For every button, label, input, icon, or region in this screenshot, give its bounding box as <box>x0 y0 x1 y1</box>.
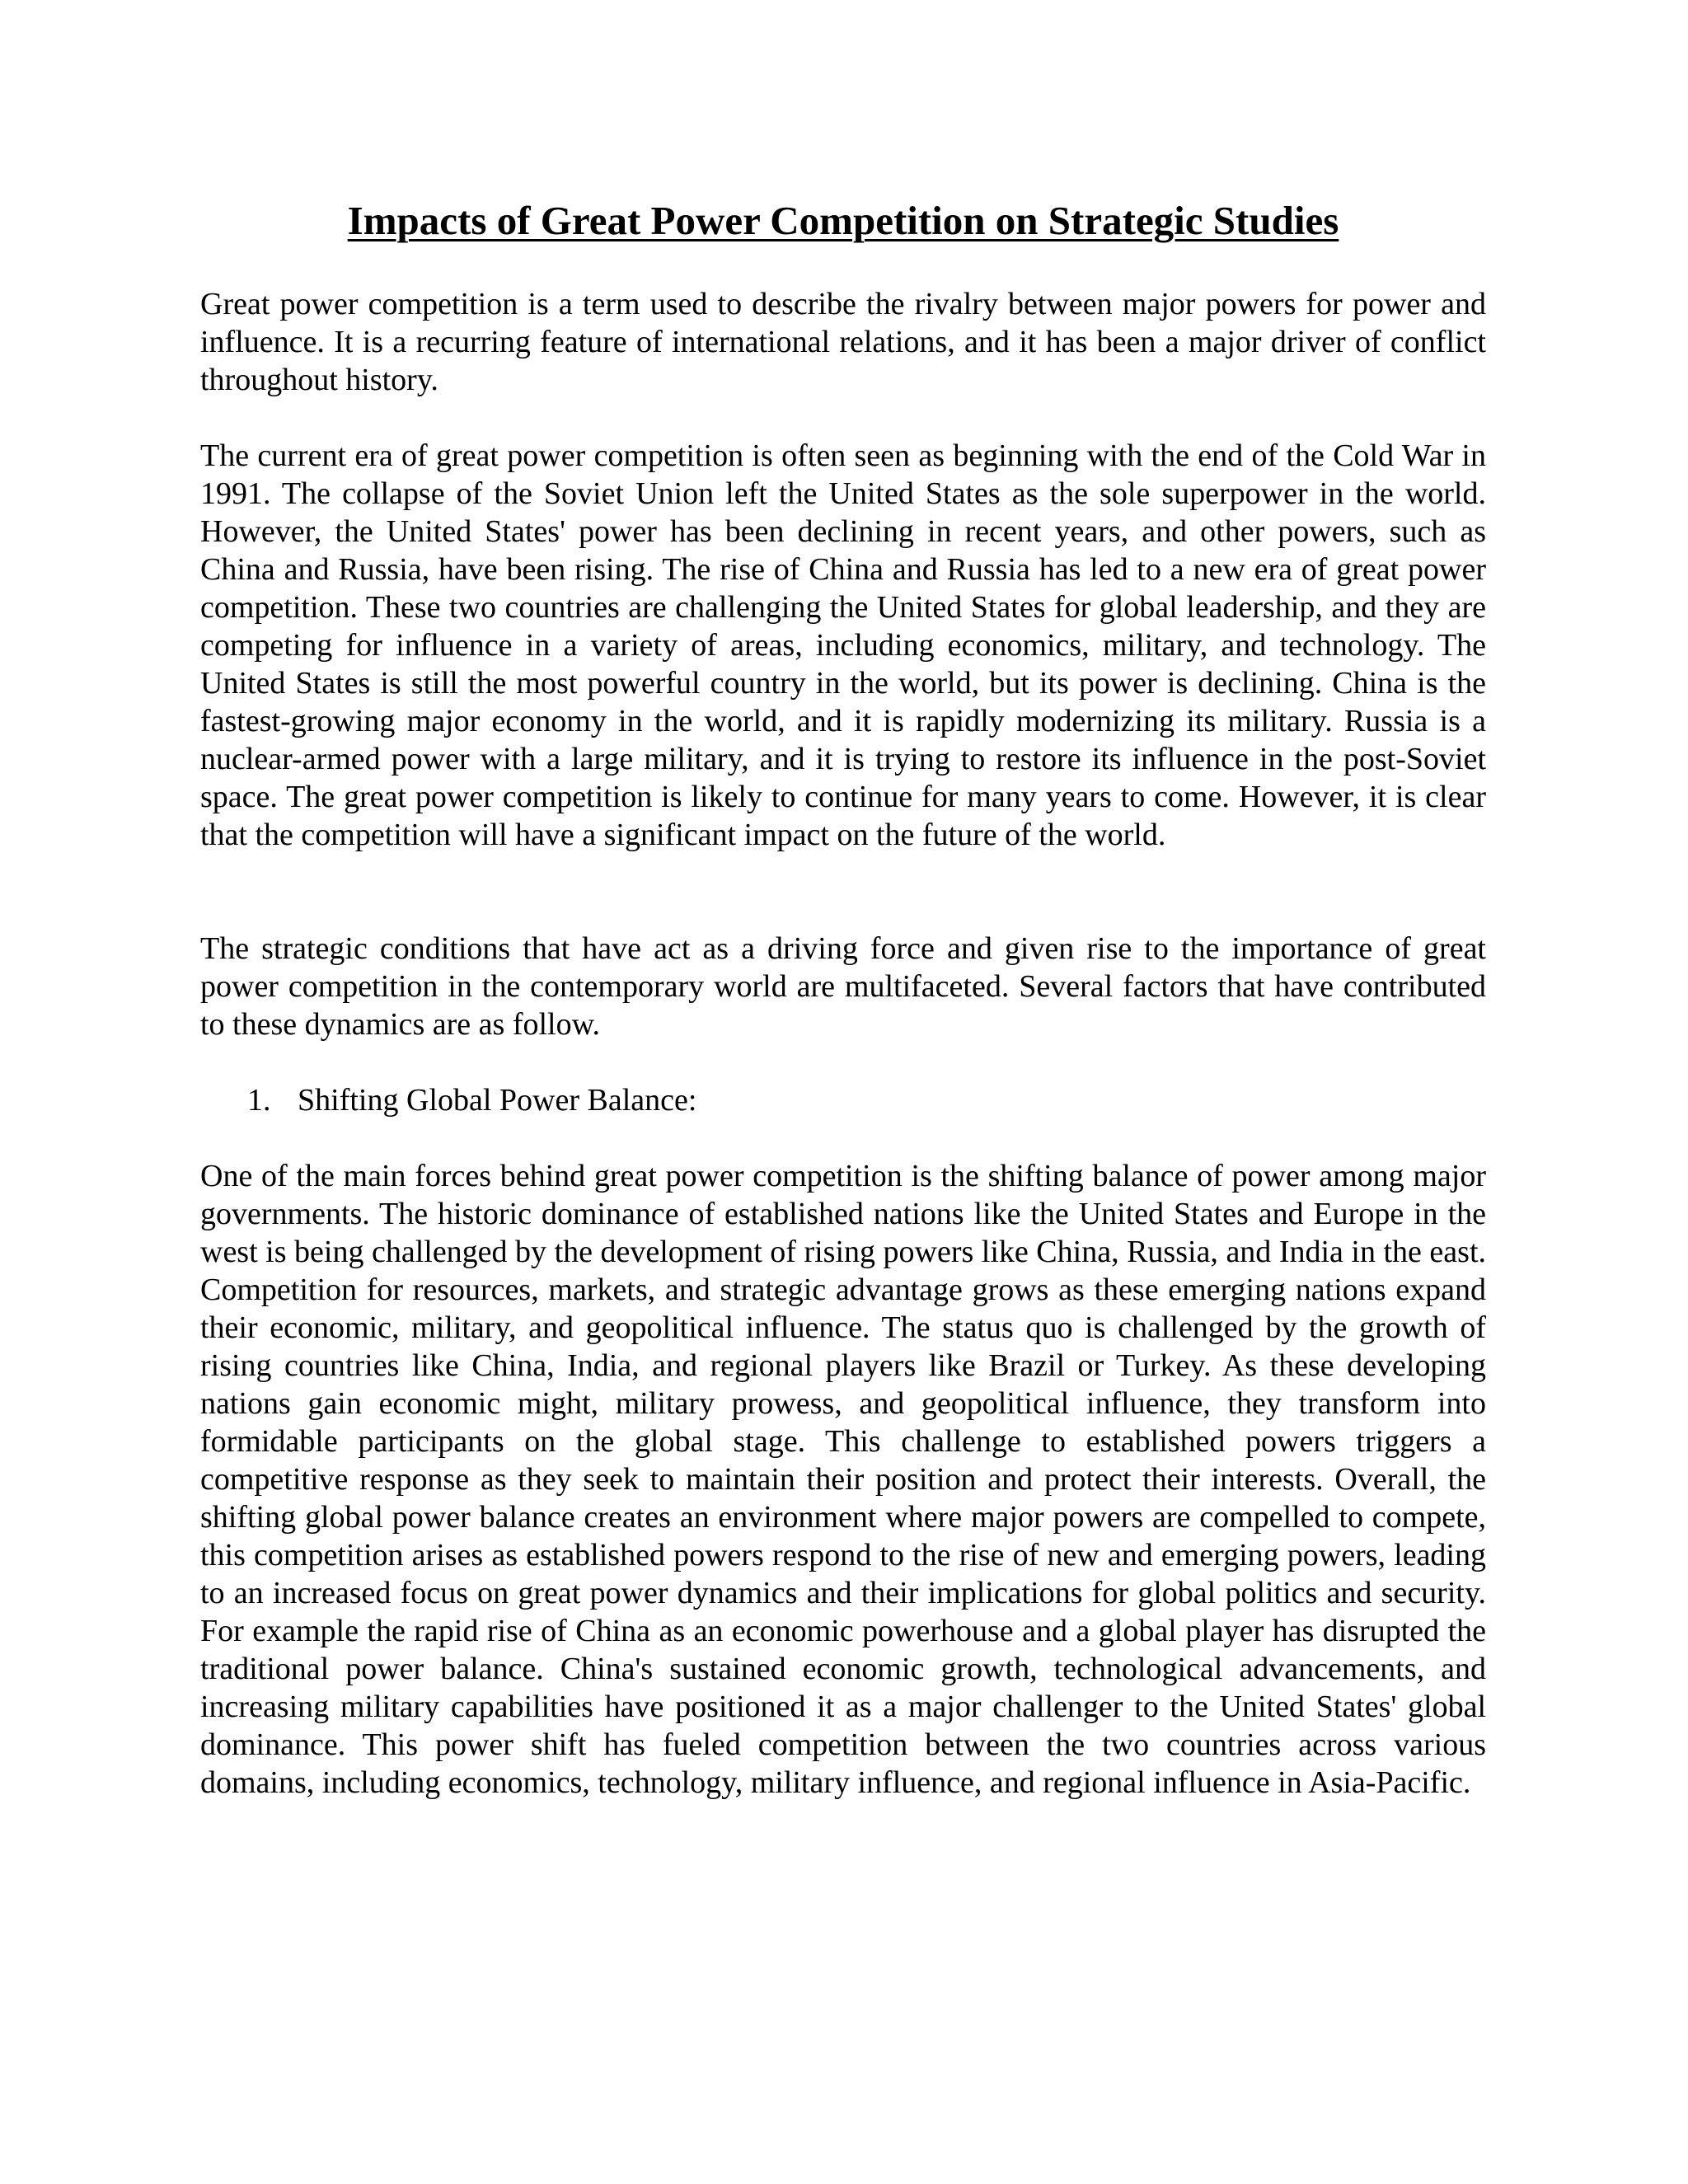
paragraph-current-era: The current era of great power competition is often seen as beginning with the end of the Cold War in 1991. The collapse of the Soviet Union left the United States as the sole superpower in the world. However, the United States' power has been declining in recent years, and other powers, such as China and Russia, have been rising. The rise of China and Russia has led to a new era of great power competition. These two countries are challenging the United States for global leadership, and they are competing for influence in a variety of areas, including economics, military, and technology. The United States is still the most powerful country in the world, but its power is declining. China is the fastest-growing major economy in the world, and it is rapidly modernizing its military. Russia is a nuclear-armed power with a large military, and it is trying to restore its influence in the post-Soviet space. The great power competition is likely to continue for many years to come. However, it is clear that the competition will have a significant impact on the future of the world. <box>200 438 1486 852</box>
paragraph-power-balance: One of the main forces behind great power competition is the shifting balance of power among major governments. The historic dominance of established nations like the United States and Europe in the west is being challenged by the development of rising powers like China, Russia, and India in the east. Competition for resources, markets, and strategic advantage grows as these emerging nations expand their economic, military, and geopolitical influence. The status quo is challenged by the growth of rising countries like China, India, and regional players like Brazil or Turkey. As these developing nations gain economic might, military prowess, and geopolitical influence, they transform into formidable participants on the global stage. This challenge to established powers triggers a competitive response as they seek to maintain their position and protect their interests. Overall, the shifting global power balance creates an environment where major powers are compelled to compete, this competition arises as established powers respond to the rise of new and emerging powers, leading to an increased focus on great power dynamics and their implications for global politics and security. For example the rapid rise of China as an economic powerhouse and a global player has disrupted the traditional power balance. China's sustained economic growth, technological advancements, and increasing military capabilities have positioned it as a major challenger to the United States' global dominance. This power shift has fueled competition between the two countries across various domains, including economics, technology, military influence, and regional influence in Asia-Pacific. <box>200 1159 1486 1800</box>
list-item-text: Shifting Global Power Balance: <box>298 1083 697 1118</box>
list-item <box>200 1081 1486 1119</box>
document-body <box>200 196 1486 1802</box>
paragraph-intro: Great power competition is a term used to describe the rivalry between major powers for power and influence. It is a recurring feature of international relations, and it has been a major driver of conflict throughout history. <box>200 287 1486 397</box>
paragraph-strategic-conditions: The strategic conditions that have act as a driving force and given rise to the importance of great power competition in the contemporary world are multifaceted. Several factors that have contributed to these dynamics are as follow. <box>200 931 1486 1042</box>
list-item-number: 1. <box>247 1083 271 1118</box>
document-title: Impacts of Great Power Competition on Strategic Studies <box>347 198 1339 243</box>
factor-list <box>200 1081 1486 1119</box>
